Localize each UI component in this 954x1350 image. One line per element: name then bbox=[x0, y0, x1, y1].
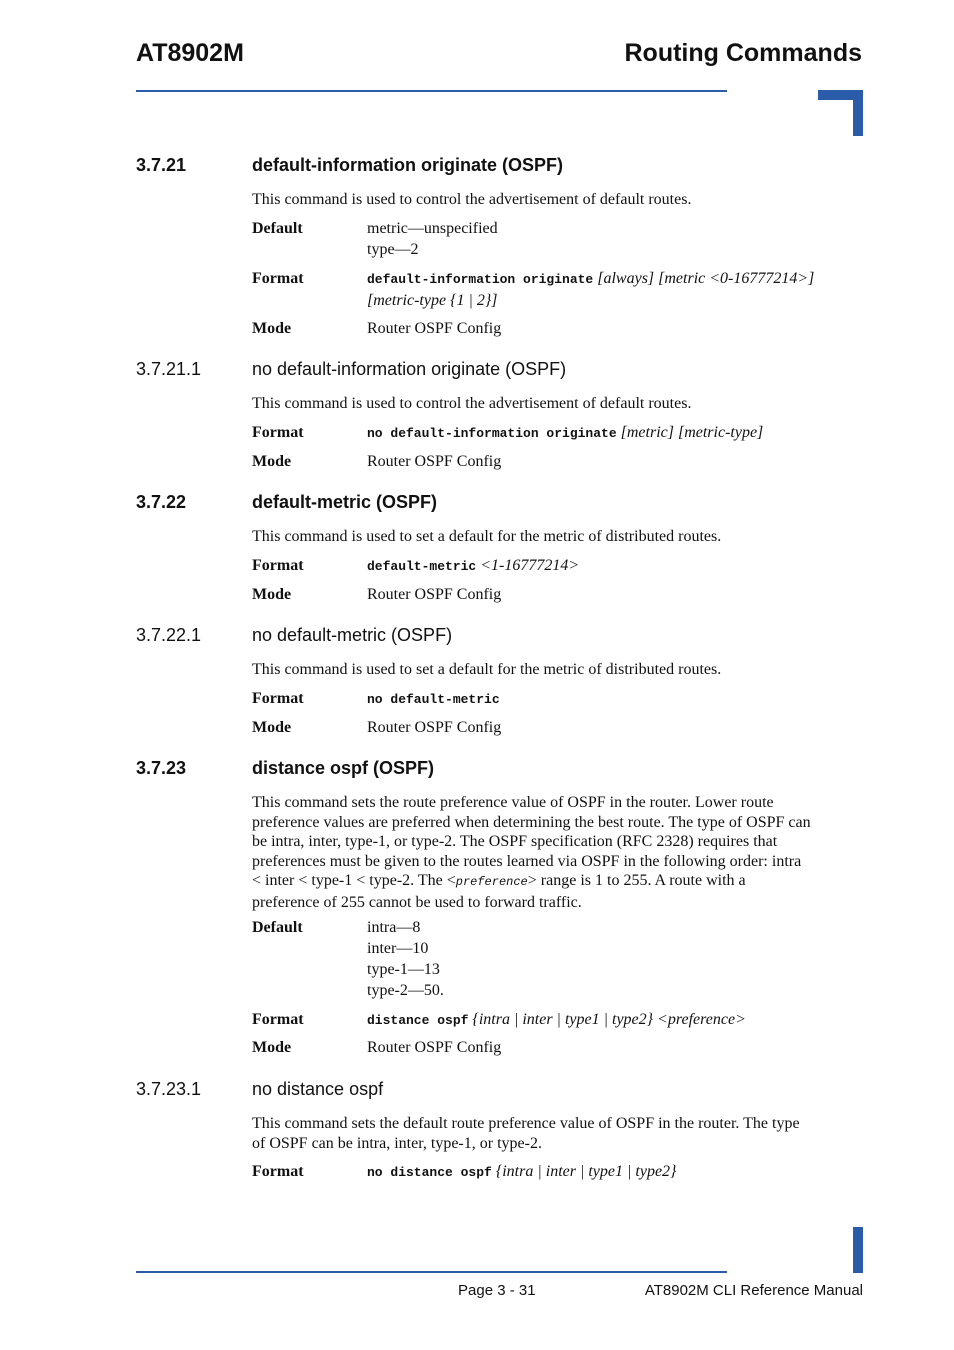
format-command: distance ospf bbox=[367, 1013, 469, 1028]
manual-title: AT8902M CLI Reference Manual bbox=[644, 1282, 863, 1299]
section-description: This command is used to set a default for the metric of distributed routes. bbox=[252, 661, 722, 678]
description-text: < inter < type-1 < type-2. The < bbox=[252, 872, 456, 889]
section-description: This command is used to control the advertisement of default routes. bbox=[252, 395, 692, 412]
section-number: 3.7.22 bbox=[136, 492, 187, 512]
mode-label: Mode bbox=[252, 719, 292, 736]
header-rule bbox=[136, 90, 727, 92]
section-description: This command is used to set a default for the metric of distributed routes. bbox=[252, 528, 722, 545]
format-arguments: {intra | inter | type1 | type2} bbox=[495, 1163, 677, 1180]
mode-value: Router OSPF Config bbox=[367, 1039, 502, 1056]
subsection-title: no distance ospf bbox=[252, 1079, 384, 1099]
description-line: preference of 255 cannot be used to forward traffic. bbox=[252, 893, 582, 911]
page-number: Page 3 - 31 bbox=[458, 1282, 536, 1299]
default-value-type1: type-1—13 bbox=[367, 961, 440, 978]
format-syntax bbox=[367, 688, 867, 710]
corner-bracket-icon bbox=[818, 90, 863, 136]
mode-label: Mode bbox=[252, 453, 292, 470]
section-title: distance ospf (OSPF) bbox=[252, 758, 435, 778]
mode-label: Mode bbox=[252, 320, 292, 337]
format-syntax bbox=[367, 555, 867, 577]
format-arguments-continued: [metric-type {1 | 2}] bbox=[367, 292, 498, 309]
format-syntax bbox=[367, 422, 867, 444]
section-title: default-information originate (OSPF) bbox=[252, 155, 563, 175]
format-syntax bbox=[367, 1161, 867, 1183]
format-arguments: [always] [metric <0-16777214>] bbox=[597, 270, 815, 287]
section-description: This command is used to control the advertisement of default routes. bbox=[252, 191, 692, 208]
format-label: Format bbox=[252, 1011, 304, 1028]
section-description bbox=[252, 793, 862, 912]
description-line: of OSPF can be intra, inter, type-1, or type-2. bbox=[252, 1134, 542, 1152]
format-syntax bbox=[367, 1009, 867, 1031]
description-line: This command sets the route preference value of OSPF in the router. Lower route bbox=[252, 794, 774, 811]
default-label: Default bbox=[252, 220, 303, 237]
format-label: Format bbox=[252, 557, 304, 574]
format-command: default-metric bbox=[367, 559, 477, 574]
description-line: be intra, inter, type-1, or type-2. The OSPF specification (RFC 2328) requires that bbox=[252, 833, 778, 850]
default-label: Default bbox=[252, 919, 303, 936]
default-value-intra: intra—8 bbox=[367, 919, 421, 936]
subsection-title: no default-metric (OSPF) bbox=[252, 625, 453, 645]
format-syntax bbox=[367, 268, 867, 290]
mode-value: Router OSPF Config bbox=[367, 586, 502, 603]
section-title: default-metric (OSPF) bbox=[252, 492, 438, 512]
default-value-type: type—2 bbox=[367, 241, 419, 258]
format-label: Format bbox=[252, 1163, 304, 1180]
description-line: This command sets the default route preference value of OSPF in the router. The type bbox=[252, 1115, 800, 1132]
format-arguments: {intra | inter | type1 | type2} <preference> bbox=[472, 1011, 746, 1028]
subsection-number: 3.7.22.1 bbox=[136, 625, 202, 645]
header-product-title: AT8902M bbox=[136, 39, 244, 67]
format-command: no distance ospf bbox=[367, 1165, 492, 1180]
format-command: no default-information originate bbox=[367, 426, 617, 441]
description-line bbox=[252, 871, 862, 893]
format-arguments: [metric] [metric-type] bbox=[620, 424, 764, 441]
format-label: Format bbox=[252, 690, 304, 707]
format-label: Format bbox=[252, 424, 304, 441]
mode-value: Router OSPF Config bbox=[367, 719, 502, 736]
format-command: default-information originate bbox=[367, 272, 594, 287]
section-number: 3.7.21 bbox=[136, 155, 187, 175]
mode-value: Router OSPF Config bbox=[367, 320, 502, 337]
format-label: Format bbox=[252, 270, 304, 287]
section-description bbox=[252, 1114, 862, 1153]
description-line: preferences must be given to the routes learned via OSPF in the following order: intra bbox=[252, 852, 802, 870]
description-line: preference values are preferred when determining the best route. The type of OSPF can bbox=[252, 813, 811, 831]
preference-parameter: preference bbox=[455, 875, 528, 889]
default-value-inter: inter—10 bbox=[367, 940, 429, 957]
subsection-number: 3.7.21.1 bbox=[136, 359, 202, 379]
default-value-type2: type-2—50. bbox=[367, 982, 444, 999]
default-value-metric: metric—unspecified bbox=[367, 220, 498, 237]
subsection-number: 3.7.23.1 bbox=[136, 1079, 202, 1099]
mode-value: Router OSPF Config bbox=[367, 453, 502, 470]
description-text: > range is 1 to 255. A route with a bbox=[527, 872, 746, 889]
footer-bracket-icon bbox=[853, 1227, 863, 1273]
footer-rule bbox=[136, 1271, 727, 1273]
mode-label: Mode bbox=[252, 1039, 292, 1056]
section-number: 3.7.23 bbox=[136, 758, 187, 778]
mode-label: Mode bbox=[252, 586, 292, 603]
format-command: no default-metric bbox=[367, 692, 500, 707]
header-chapter-title: Routing Commands bbox=[624, 39, 862, 67]
subsection-title: no default-information originate (OSPF) bbox=[252, 359, 567, 379]
format-arguments: <1-16777214> bbox=[480, 557, 580, 574]
